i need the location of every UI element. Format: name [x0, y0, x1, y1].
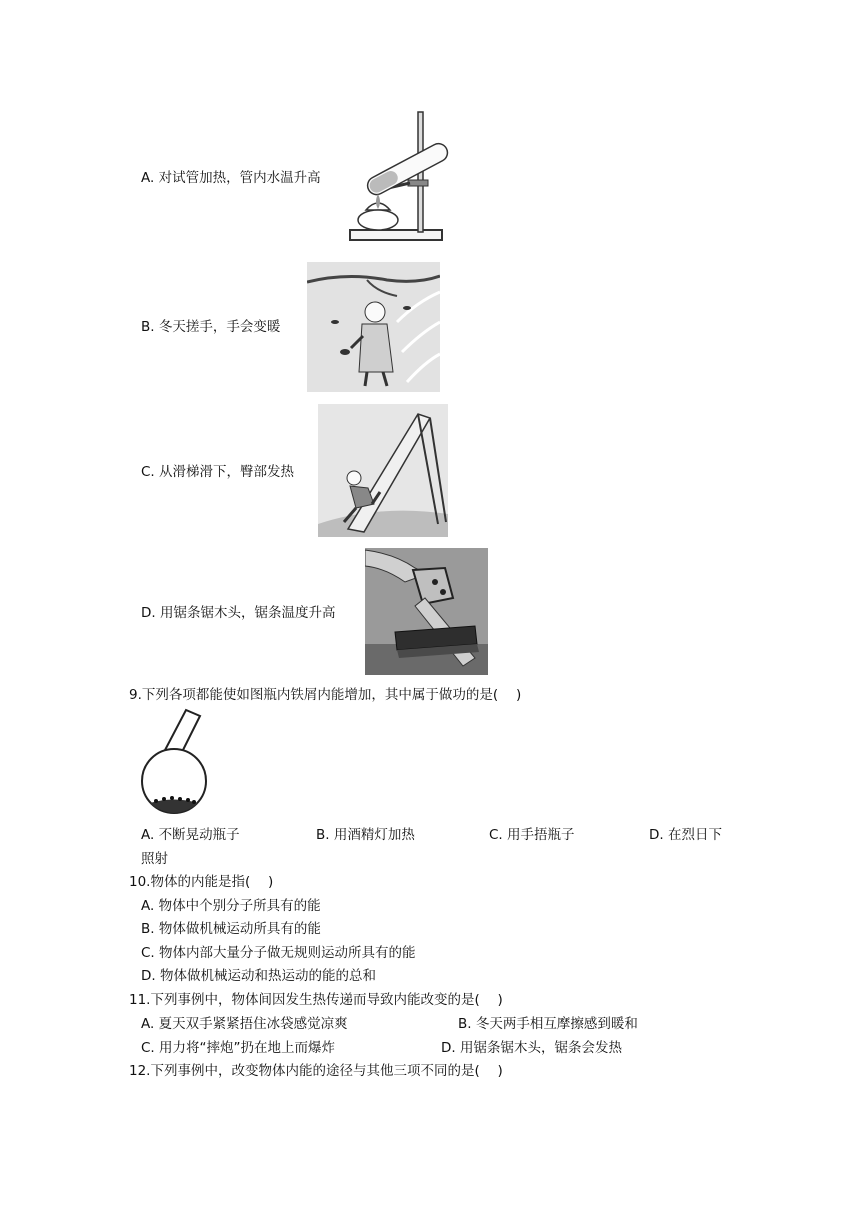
flask-iron-filings-figure: [138, 708, 212, 814]
q10-option-b: B. 物体做机械运动所具有的能: [141, 921, 321, 937]
sawing-wood-figure: [365, 548, 488, 675]
q8-option-d: D. 用锯条锯木头，锯条温度升高: [141, 605, 336, 621]
q11-option-c: C. 用力将“摔炮”扔在地上而爆炸: [141, 1040, 335, 1056]
q11-option-b: B. 冬天两手相互摩擦感到暖和: [458, 1016, 638, 1032]
rubbing-hands-figure: [307, 262, 440, 392]
q10-option-a: A. 物体中个别分子所具有的能: [141, 898, 321, 914]
q12-stem: 12.下列事例中，改变物体内能的途径与其他三项不同的是( ): [129, 1063, 503, 1079]
q9-option-d-wrap: 照射: [141, 851, 168, 867]
q10-option-c: C. 物体内部大量分子做无规则运动所具有的能: [141, 945, 416, 961]
q9-option-a: A. 不断晃动瓶子: [141, 827, 240, 843]
q11-option-a: A. 夏天双手紧紧捂住冰袋感觉凉爽: [141, 1016, 348, 1032]
test-tube-heating-figure: [348, 110, 458, 244]
q9-option-b: B. 用酒精灯加热: [316, 827, 415, 843]
q10-option-d: D. 物体做机械运动和热运动的能的总和: [141, 968, 376, 984]
slide-figure: [318, 404, 448, 537]
q8-option-b: B. 冬天搓手，手会变暖: [141, 319, 281, 335]
q10-stem: 10.物体的内能是指( ): [129, 874, 274, 890]
q11-stem: 11.下列事例中，物体间因发生热传递而导致内能改变的是( ): [129, 992, 503, 1008]
q8-option-a: A. 对试管加热，管内水温升高: [141, 170, 321, 186]
q9-stem: 9.下列各项都能使如图瓶内铁屑内能增加，其中属于做功的是( ): [129, 687, 522, 703]
q11-option-d: D. 用锯条锯木头，锯条会发热: [441, 1040, 622, 1056]
q9-option-d: D. 在烈日下: [649, 827, 722, 843]
q9-option-c: C. 用手捂瓶子: [489, 827, 575, 843]
q8-option-c: C. 从滑梯滑下，臀部发热: [141, 464, 295, 480]
